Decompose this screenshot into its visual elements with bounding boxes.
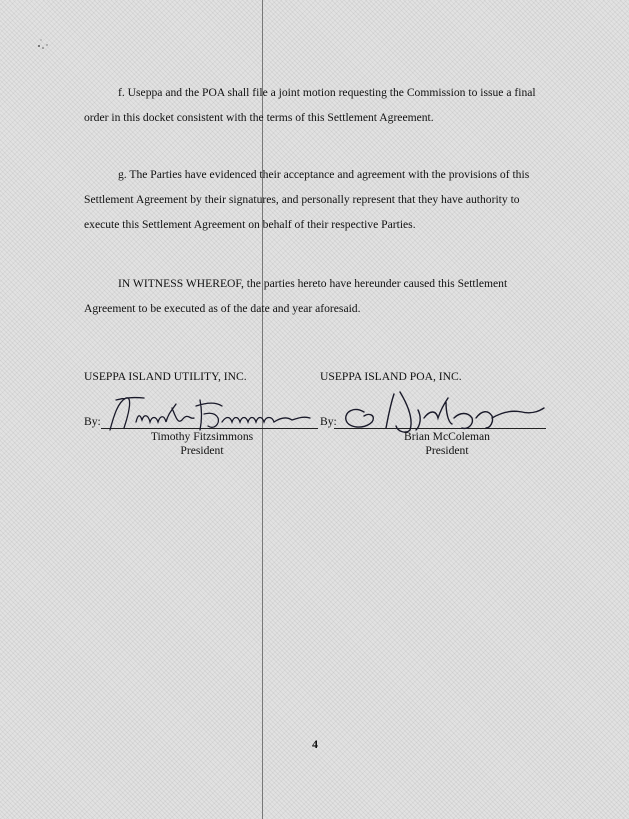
paragraph-g: g. The Parties have evidenced their acceptance and agreement with the provisions of this Settlement Agreement by their signatures, and personally represent that they have authority to execute this Settlement Agreement on behalf of their respective Parties. <box>84 168 530 231</box>
utility-by-label: By: <box>84 415 101 428</box>
utility-signatory-title: President <box>180 444 224 457</box>
poa-company-name: USEPPA ISLAND POA, INC. <box>320 370 462 383</box>
poa-by-label: By: <box>320 415 337 428</box>
poa-signatory-name: Brian McColeman <box>404 430 490 443</box>
utility-signatory-name: Timothy Fitzsimmons <box>150 430 254 443</box>
witness-paragraph: IN WITNESS WHEREOF, the parties hereto have hereunder caused this Settlement Agreement to be executed as of the date and year aforesaid. <box>84 277 508 315</box>
scan-speck-icon <box>36 36 52 56</box>
utility-company-name: USEPPA ISLAND UTILITY, INC. <box>84 370 247 383</box>
page-number: 4 <box>312 737 318 751</box>
poa-signatory-title: President <box>425 444 469 457</box>
paragraph-f: f. Useppa and the POA shall file a joint motion requesting the Commission to issue a final order in this docket consistent with the terms of this Settlement Agreement. <box>84 86 536 124</box>
